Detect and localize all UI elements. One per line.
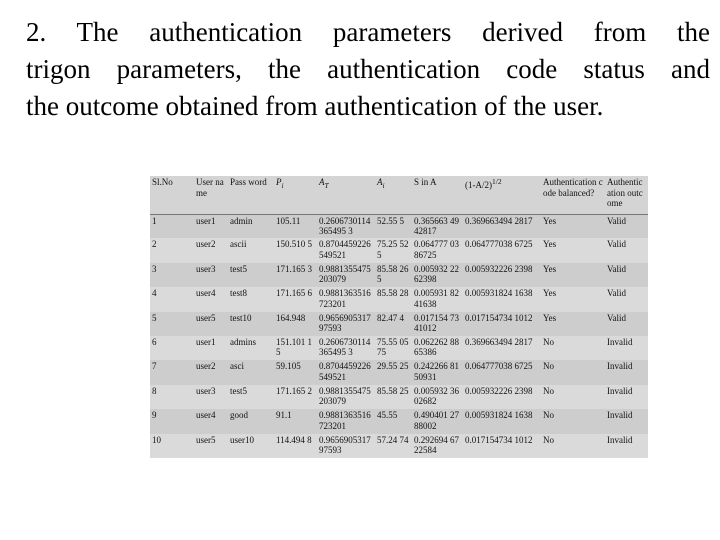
- table-row: [150, 385, 648, 409]
- cell-slno: 6: [152, 336, 157, 347]
- cell-formula: 0.017154734 1012: [465, 312, 533, 323]
- table-row: [150, 287, 648, 311]
- cell-code-balanced: Yes: [543, 239, 557, 250]
- cell-pi: 105.11: [276, 215, 301, 226]
- header-password: Pass word: [230, 177, 267, 187]
- cell-slno: 4: [152, 288, 157, 299]
- cell-slno: 3: [152, 263, 157, 274]
- cell-sin-a: 0.365663 4942817: [414, 215, 459, 236]
- cell-pi: 114.494 8: [276, 434, 312, 445]
- cell-code-balanced: Yes: [543, 312, 557, 323]
- cell-ai: 85.58 265: [377, 263, 409, 285]
- authentication-table: [150, 176, 648, 458]
- cell-slno: 1: [152, 215, 157, 226]
- table-row: [150, 214, 648, 238]
- cell-username: user1: [196, 215, 216, 226]
- cell-outcome: Valid: [607, 288, 626, 299]
- cell-outcome: Valid: [607, 312, 626, 323]
- cell-sin-a: 0.062262 8865386: [414, 336, 459, 358]
- cell-pi: 59.105: [276, 361, 301, 372]
- header-sin-a: S in A: [414, 177, 437, 187]
- authentication-table-image: [150, 176, 648, 458]
- cell-password: test5: [230, 263, 247, 274]
- cell-password: admins: [230, 336, 256, 347]
- cell-password: admin: [230, 215, 253, 226]
- header-ai: $A_i$: [377, 177, 385, 190]
- cell-at: 0.2606730114365495 3: [319, 215, 371, 236]
- cell-username: user4: [196, 410, 216, 421]
- cell-at: 0.9881355475203079: [319, 385, 371, 407]
- cell-slno: 8: [152, 385, 157, 396]
- cell-sin-a: 0.292694 6722584: [414, 434, 459, 456]
- cell-password: asci: [230, 361, 244, 372]
- cell-sin-a: 0.005932 3602682: [414, 385, 459, 407]
- cell-slno: 2: [152, 239, 157, 250]
- cell-code-balanced: Yes: [543, 288, 557, 299]
- cell-outcome: Invalid: [607, 434, 633, 445]
- header-pi: $P_i$: [276, 177, 284, 190]
- cell-sin-a: 0.005932 2262398: [414, 263, 459, 285]
- cell-outcome: Valid: [607, 263, 626, 274]
- cell-sin-a: 0.017154 7341012: [414, 312, 459, 334]
- cell-formula: 0.064777038 6725: [465, 239, 533, 250]
- cell-formula: 0.064777038 6725: [465, 361, 533, 372]
- cell-sin-a: 0.064777 0386725: [414, 239, 459, 260]
- table-row: [150, 409, 648, 433]
- cell-code-balanced: Yes: [543, 263, 557, 274]
- cell-at: 0.2606730114365495 3: [319, 336, 371, 358]
- cell-at: 0.8704459226549521: [319, 361, 371, 382]
- cell-slno: 9: [152, 410, 157, 421]
- cell-formula: 0.369663494 2817: [465, 215, 533, 226]
- cell-formula: 0.005932226 2398: [465, 385, 533, 396]
- cell-password: good: [230, 410, 248, 421]
- cell-password: user10: [230, 434, 254, 445]
- cell-ai: 85.58 25: [377, 385, 409, 396]
- cell-at: 0.8704459226549521: [319, 239, 371, 260]
- cell-username: user5: [196, 434, 216, 445]
- cell-code-balanced: No: [543, 410, 554, 421]
- cell-outcome: Valid: [607, 215, 626, 226]
- cell-password: test8: [230, 288, 247, 299]
- table-row: [150, 360, 648, 384]
- cell-outcome: Valid: [607, 239, 626, 250]
- cell-ai: 75.55 0575: [377, 336, 409, 358]
- cell-username: user3: [196, 263, 216, 274]
- cell-outcome: Invalid: [607, 410, 633, 421]
- cell-at: 0.965690531797593: [319, 312, 371, 334]
- cell-slno: 5: [152, 312, 157, 323]
- cell-password: test5: [230, 385, 247, 396]
- cell-outcome: Invalid: [607, 336, 633, 347]
- cell-outcome: Invalid: [607, 361, 633, 372]
- cell-at: 0.9881363516723201: [319, 410, 371, 431]
- cell-ai: 29.55 25: [377, 361, 409, 372]
- cell-sin-a: 0.242266 8150931: [414, 361, 459, 382]
- cell-pi: 171.165 6: [276, 288, 312, 299]
- cell-username: user4: [196, 288, 216, 299]
- cell-code-balanced: No: [543, 361, 554, 372]
- header-formula: $(1-A/2)^{1/2}$: [465, 177, 502, 190]
- caption-line-2: trigon parameters, the authentication code status and: [26, 54, 710, 84]
- cell-ai: 52.55 5: [377, 215, 404, 226]
- cell-outcome: Invalid: [607, 385, 633, 396]
- table-row: [150, 434, 648, 458]
- cell-code-balanced: Yes: [543, 215, 557, 226]
- caption-paragraph: [26, 14, 710, 125]
- header-outcome: Authentication outcome: [607, 177, 643, 208]
- cell-username: user5: [196, 312, 216, 323]
- cell-formula: 0.005932226 2398: [465, 263, 533, 274]
- caption-line-1: 2. The authentication parameters derived from the: [26, 17, 710, 47]
- cell-formula: 0.005931824 1638: [465, 410, 533, 421]
- cell-ai: 45.55: [377, 410, 398, 421]
- header-code-balanced: Authentication code balanced?: [543, 177, 603, 198]
- cell-formula: 0.017154734 1012: [465, 434, 533, 445]
- table-row: [150, 238, 648, 262]
- table-row: [150, 263, 648, 287]
- cell-formula: 0.369663494 2817: [465, 336, 533, 347]
- cell-slno: 7: [152, 361, 157, 372]
- header-slno: Sl.No: [152, 177, 173, 187]
- caption-line-3: the outcome obtained from authentication of the user.: [26, 91, 604, 121]
- cell-formula: 0.005931824 1638: [465, 288, 533, 299]
- cell-code-balanced: No: [543, 385, 554, 396]
- cell-ai: 82.47 4: [377, 312, 404, 323]
- cell-at: 0.9881363516723201: [319, 288, 371, 309]
- cell-username: user3: [196, 385, 216, 396]
- cell-code-balanced: No: [543, 434, 554, 445]
- cell-ai: 57.24 74: [377, 434, 409, 445]
- cell-sin-a: 0.005931 8241638: [414, 288, 459, 309]
- cell-ai: 85.58 28: [377, 288, 409, 299]
- cell-password: test10: [230, 312, 252, 323]
- cell-pi: 171.165 3: [276, 263, 312, 274]
- cell-code-balanced: No: [543, 336, 554, 347]
- cell-username: user1: [196, 336, 216, 347]
- cell-username: user2: [196, 361, 216, 372]
- cell-pi: 150.510 5: [276, 239, 312, 250]
- cell-sin-a: 0.490401 2788002: [414, 410, 459, 431]
- table-header-row: [150, 176, 648, 214]
- header-username: User name: [196, 177, 224, 198]
- header-at: $A_T$: [319, 177, 329, 190]
- table-row: [150, 312, 648, 336]
- cell-slno: 10: [152, 434, 161, 445]
- cell-at: 0.965690531797593: [319, 434, 371, 456]
- cell-username: user2: [196, 239, 216, 250]
- cell-at: 0.9881355475203079: [319, 263, 371, 285]
- cell-pi: 164.948: [276, 312, 306, 323]
- cell-pi: 171.165 2: [276, 385, 312, 396]
- cell-pi: 91.1: [276, 410, 292, 421]
- cell-password: ascii: [230, 239, 247, 250]
- cell-ai: 75.25 525: [377, 239, 409, 260]
- cell-pi: 151.101 15: [276, 336, 312, 358]
- table-row: [150, 336, 648, 360]
